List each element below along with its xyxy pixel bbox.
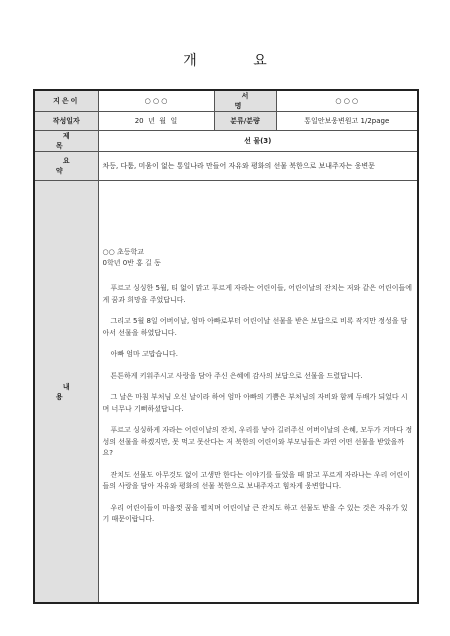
content-paragraph: 푸르고 싱싱한 5월, 티 없이 맑고 푸르게 자라는 어린이들, 어린이날의 잔치는 저와 같은 어린이들에게 꿈과 희망을 주었답니다. [102, 284, 413, 304]
title-owner-label: 서 명 [214, 90, 276, 112]
category-label: 분류/분량 [214, 112, 276, 131]
date-label: 작성일자 [34, 112, 98, 131]
subject-label: 제 목 [34, 131, 98, 152]
content-paragraph: 푸르고 싱싱하게 자라는 어린이날의 잔치, 우리를 낳아 길러주신 어버이날의 은혜, 모두가 겨마다 정성의 선물을 하겠지만, 못 먹고 못산다는 저 북한의 어린이와 부모님들은 과연 어떤 선물을 받았을까요? [102, 426, 413, 458]
subject-value: 선 물(3) [98, 131, 418, 152]
category-value: 통일안보웅변원고 1/2page [276, 112, 418, 131]
overview-form [33, 89, 419, 604]
content-paragraph: 아빠 엄마 고맙습니다. [110, 350, 179, 359]
content-paragraph: 그리고 5월 8일 어버이날, 엄마 아빠로부터 어린이날 선물을 받은 보답으로 비록 작지만 정성을 담아서 선물을 하였답니다. [102, 317, 408, 337]
date-row [34, 112, 418, 131]
subject-row [34, 131, 418, 152]
title-owner-value: ○ ○ ○ [276, 90, 418, 112]
content-paragraph: 우리 어린이들이 마음껏 꿈을 펼치며 어린이날 큰 잔치도 하고 선물도 받을 수 있는 것은 자유가 있기 때문이랍니다. [102, 503, 408, 524]
student-name: 0학년 0반 홍 길 동 [102, 259, 161, 268]
content-body [98, 181, 418, 604]
page-title: 개 요 [183, 53, 293, 69]
content-paragraph: 튼튼하게 키워주시고 사랑을 담아 주신 은혜에 감사의 보답으로 선물을 드렸답니다. [110, 371, 363, 380]
content-paragraph: 잔치도 선물도 아무것도 없이 고생만 한다는 이야기를 들었을 때 맑고 푸르게 자라나는 우리 어린이들의 사랑을 담아 자유와 평화의 선물 북한으로 보내주자고 힘차게 웅변합니다. [102, 470, 410, 491]
content-paragraph: 그 날은 마침 부처님 오신 날이라 하여 엄마 아빠의 기쁨은 부처님의 자비와 함께 두배가 되었다 시며 너무나 기뻐하셨답니다. [102, 393, 408, 413]
content-row [34, 181, 418, 604]
summary-label: 요 약 [34, 152, 98, 181]
author-row [34, 90, 418, 112]
summary-row [34, 152, 418, 181]
author-label: 지은이 [34, 90, 98, 112]
content-label: 내 용 [34, 181, 98, 604]
date-value: 20 년 월 일 [98, 112, 214, 131]
school-name: ○○ 초등학교 [102, 248, 144, 257]
summary-value: 차등, 다툼, 미움이 없는 통일나라 만들어 자유와 평화의 선물 북한으로 보내주자는 웅변문 [98, 152, 418, 181]
author-value: ○ ○ ○ [98, 90, 214, 112]
